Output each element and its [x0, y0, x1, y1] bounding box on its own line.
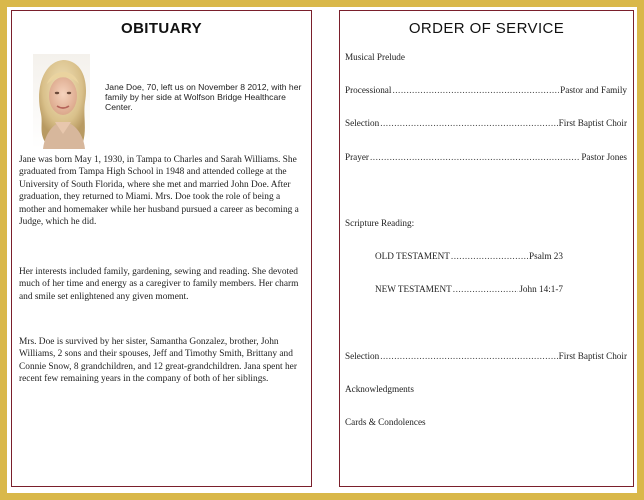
dot-leader	[380, 118, 557, 128]
service-item-selection	[345, 118, 627, 128]
service-item-label: Cards & Condolences	[345, 417, 426, 427]
service-item-label: Acknowledgments	[345, 384, 414, 394]
obituary-paragraph: Her interests included family, gardening, sewing and reading. She devoted much of her time and energy as a caregiver to family members. Her charm and smile set enlightened any given moment.	[19, 267, 299, 302]
order-of-service-panel	[339, 10, 634, 487]
service-item-label: Processional	[345, 85, 392, 95]
service-item-value: First Baptist Choir	[558, 351, 627, 361]
service-item-label: Selection	[345, 118, 380, 128]
service-item-value: Psalm 23	[529, 251, 563, 261]
service-item-value: Pastor Jones	[581, 152, 627, 162]
service-item-scripture-reading	[345, 218, 627, 228]
service-item-cards-condolences	[345, 417, 627, 427]
service-item-prayer	[345, 152, 627, 162]
service-item-label: Selection	[345, 351, 380, 361]
dot-leader	[451, 251, 528, 261]
service-item-label: Prayer	[345, 152, 369, 162]
service-item-label: NEW TESTAMENT	[375, 284, 452, 294]
service-item-value: John 14:1-7	[519, 284, 563, 294]
dot-leader	[453, 284, 519, 294]
dot-leader	[392, 85, 559, 95]
obituary-paragraph: Mrs. Doe is survived by her sister, Samantha Gonzalez, brother, John Williams, 2 sons and their spouses, Jeff and Timothy Smith, Brittany and Connie Snow, 8 grandchildren, and 12 great-grandchildren. Jana spent her recent few remaining years in the company of both of her siblings.	[19, 337, 297, 385]
dot-leader	[380, 351, 557, 361]
obituary-paragraph: Jane was born May 1, 1930, in Tampa to Charles and Sarah Williams. She graduated from Tampa High School in 1948 and attended college at the University of South Florida, where she met and married John Doe. After graduation, they returned to Miami. Mrs. Doe took the role of being a mother and homemaker while her husband pursued a career as becoming a Judge, which he did.	[19, 155, 299, 228]
service-item-label: OLD TESTAMENT	[375, 251, 450, 261]
obituary-title: OBITUARY	[121, 20, 202, 37]
dot-leader	[370, 152, 580, 162]
service-item-old-testament	[375, 251, 563, 261]
obituary-panel	[11, 10, 312, 487]
service-item-label: Musical Prelude	[345, 52, 405, 62]
portrait-photo	[33, 54, 90, 149]
service-item-musical-prelude	[345, 52, 627, 62]
service-title: ORDER OF SERVICE	[408, 20, 565, 37]
service-item-processional	[345, 85, 627, 95]
service-item-value: First Baptist Choir	[558, 118, 627, 128]
service-item-label: Scripture Reading:	[345, 218, 415, 228]
service-item-new-testament	[375, 284, 563, 294]
service-item-selection-2	[345, 351, 627, 361]
obituary-intro: Jane Doe, 70, left us on November 8 2012, with her family by her side at Wolfson Bridge Healthcare Center.	[105, 82, 302, 112]
service-item-acknowledgments	[345, 384, 627, 394]
service-item-value: Pastor and Family	[560, 85, 627, 95]
